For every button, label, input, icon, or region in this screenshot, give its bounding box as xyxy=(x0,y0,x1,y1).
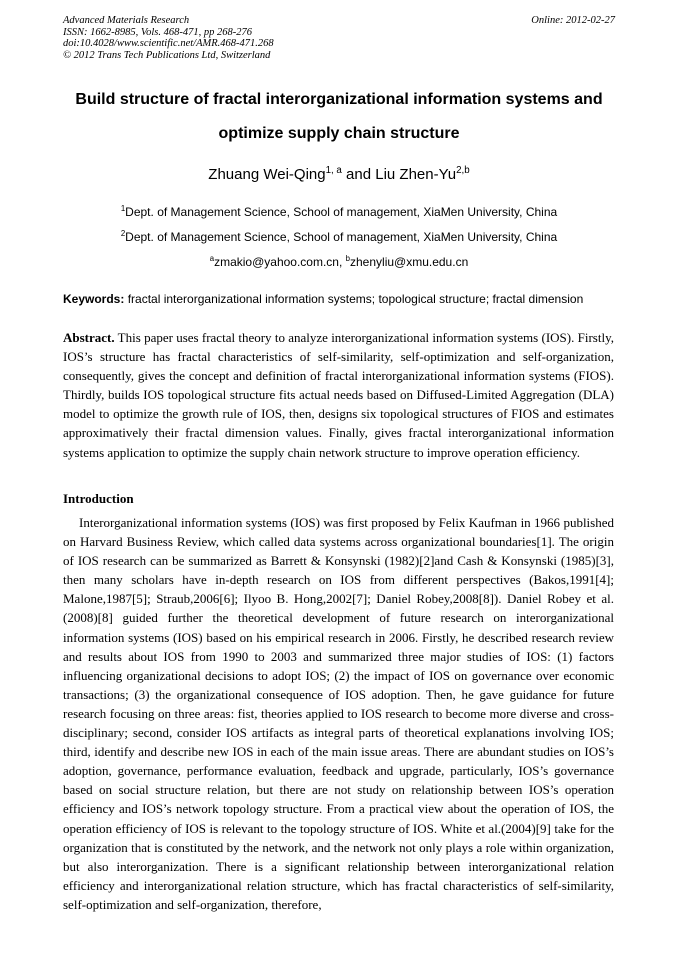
affiliation-1-text: Dept. of Management Science, School of management, XiaMen University, China xyxy=(125,205,558,219)
affiliation-1-marker: 1 xyxy=(120,204,126,213)
abstract-label: Abstract. xyxy=(63,330,115,345)
affiliation-2-marker: 2 xyxy=(120,229,126,238)
issn-line: ISSN: 1662-8985, Vols. 468-471, pp 268-276 xyxy=(63,26,252,38)
doi-line: doi:10.4028/www.scientific.net/AMR.468-471.268 xyxy=(63,38,274,49)
affiliation-2-text: Dept. of Management Science, School of management, XiaMen University, China xyxy=(125,230,558,244)
keywords-label: Keywords: xyxy=(63,292,125,306)
email-a-marker: a xyxy=(209,254,215,263)
author-1: Zhuang Wei-Qing xyxy=(208,166,326,183)
paper-title-line-2: optimize supply chain structure xyxy=(218,125,460,142)
keywords xyxy=(63,292,623,306)
journal-name: Advanced Materials Research xyxy=(63,15,190,26)
email-a: zmakio@yahoo.com.cn, xyxy=(214,255,346,269)
author-2: Liu Zhen-Yu xyxy=(375,166,457,183)
author-1-marker: 1, a xyxy=(325,165,342,176)
abstract-text: This paper uses fractal theory to analyze interorganizational information systems (IOS). Firstly, IOS’s structure has fractal characteristics of self-similarity, self-optimization and self-organization, consequently, gives the concept and definition of fractal interorganizational information systems (FIOS). Thirdly, builds IOS topological structure fits actual needs based on Diffused-Limited Aggregation (DLA) model to optimize the growth rule of IOS, then, designs six topological structures of FIOS and estimates approximatively their fractal dimension values. Finally, gives fractal interorganizational information systems application to optimize the supply chain network structure to improve operation efficiency. xyxy=(63,330,614,460)
section-heading-introduction: Introduction xyxy=(63,491,134,506)
author-2-marker: 2,b xyxy=(456,165,470,176)
copyright-line: © 2012 Trans Tech Publications Ltd, Switzerland xyxy=(63,49,271,61)
introduction-paragraph: Interorganizational information systems (IOS) was first proposed by Felix Kaufman in 1966 published on Harvard Business Review, which called data systems across organizational boundaries[1]. The origin of IOS research can be summarized as Barrett & Konsynski (1982)[2]and Cash & Konsynski (1985)[3], then many scholars have in-depth research on IOS from different perspectives (Bakos,1991[4]; Malone,1987[5]; Straub,2006[6]; Ilyoo B. Hong,2002[7]; Daniel Robey,2008[8]). Daniel Robey et al. (2008)[8] guided further the theoretical development of future research on interorganizational information systems (IOS) based on his empirical research in 2006. Firstly, he described research review and results about IOS from 1990 to 2003 and summarized three major studies of IOS: (1) factors influencing organizational decisions to adopt IOS; (2) the impact of IOS on governance over economic transactions; (3) the organizational consequence of IOS adoption. Then, he gave guidance for future research focusing on three areas: fist, theories applied to IOS research to become more diverse and cross-disciplinary; second, consider IOS artifacts as integral parts of theoretical explanations involving IOS; third, identify and describe new IOS in each of the main issue areas. There are abundant studies on IOS’s adoption, governance, performance evaluation, feedback and upgrade, particularly, IOS’s governance based on social structure relation, but there are not study on relationship between IOS’s operation efficiency and IOS’s network topology structure. From a practical view about the operation of IOS, the operation efficiency of IOS is relevant to the topology structure of IOS. White et al.(2004)[9] take for the organization that is constituted by the network, and the network not only plays a role within organization, but also interorganization. There is a significant relationship between interorganizational relation efficiency and interorganizational relation structure, which has fractal characteristics of self-similarity, self-optimization and self-organization, therefore, xyxy=(63,515,614,912)
affiliation-2 xyxy=(40,230,638,244)
online-date: Online: 2012-02-27 xyxy=(531,15,615,26)
abstract xyxy=(63,328,614,462)
email-b-marker: b xyxy=(345,254,350,263)
journal-info xyxy=(63,15,274,61)
affiliation-1 xyxy=(40,205,638,219)
email-b: zhenyliu@xmu.edu.cn xyxy=(350,255,469,269)
author-list xyxy=(40,166,638,184)
paper-title-line-1: Build structure of fractal interorganizational information systems and xyxy=(75,91,603,108)
keywords-text: fractal interorganizational information systems; topological structure; fractal dimension xyxy=(124,292,584,306)
author-joiner: and xyxy=(341,166,376,183)
email-line xyxy=(40,255,638,269)
